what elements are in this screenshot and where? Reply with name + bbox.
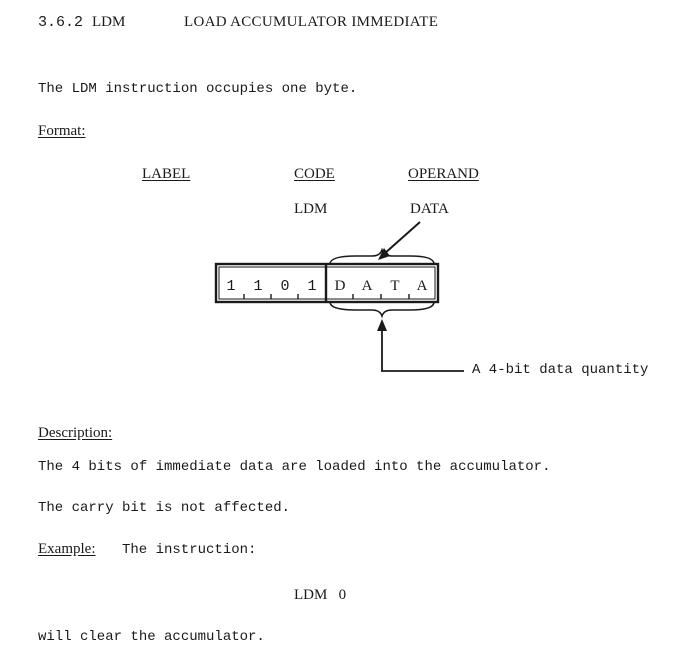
- example-instruction: LDM 0: [294, 587, 347, 603]
- opcode-bit: 1: [253, 278, 263, 295]
- data-letter: T: [390, 278, 400, 294]
- format-heading: Format:: [38, 123, 86, 139]
- code-column-heading: CODE: [294, 166, 335, 182]
- section-title: LOAD ACCUMULATOR IMMEDIATE: [184, 14, 439, 30]
- section-mnemonic: LDM: [92, 14, 126, 30]
- example-heading: Example:: [38, 541, 96, 557]
- description-heading: Description:: [38, 425, 113, 441]
- data-letter: A: [361, 278, 373, 294]
- opcode-bit: 1: [226, 278, 236, 295]
- example-result: will clear the accumulator.: [38, 629, 265, 645]
- data-letter: D: [334, 278, 346, 294]
- opcode-bit: 0: [280, 278, 290, 295]
- operand-value: DATA: [410, 201, 449, 217]
- example-lead: The instruction:: [122, 542, 257, 558]
- opcode-bit: 1: [307, 278, 317, 295]
- data-letter: A: [416, 278, 428, 294]
- description-line-2: The carry bit is not affected.: [38, 500, 291, 516]
- intro-text: The LDM instruction occupies one byte.: [38, 81, 358, 97]
- label-column-heading: LABEL: [142, 166, 191, 182]
- operand-pointer-arrow: [384, 222, 420, 254]
- data-callout-label: A 4-bit data quantity: [472, 362, 649, 378]
- section-number: 3.6.2: [38, 14, 84, 31]
- operand-column-heading: OPERAND: [408, 166, 479, 182]
- code-value: LDM: [294, 201, 328, 217]
- description-line-1: The 4 bits of immediate data are loaded into the accumulator.: [38, 459, 551, 475]
- data-field-bottom-brace: [330, 302, 434, 316]
